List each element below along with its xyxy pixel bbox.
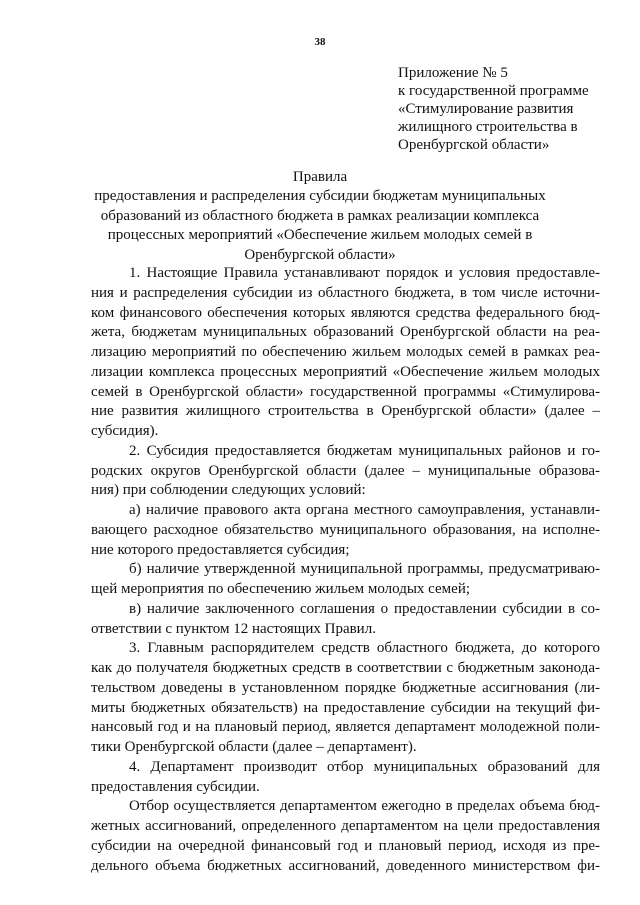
- body-line: Отбор осуществляется департаментом ежегодно в пределах объема бюд-: [129, 798, 600, 815]
- body-line: ния и распределения субсидии из областного бюджета, в том числе источни-: [91, 284, 600, 301]
- body-line: ком финансового обеспечения которых являются средства федерального бюд-: [91, 304, 600, 321]
- body-line: лизации комплекса процессных мероприятий «Обеспечение жильем молодых: [91, 363, 600, 380]
- body-line: 2. Субсидия предоставляется бюджетам муниципальных районов и го-: [129, 442, 600, 459]
- subtitle-line: процессных мероприятий «Обеспечение жильем молодых семей в: [107, 227, 533, 243]
- body-line: семей в Оренбургской области» государственной программы «Стимулирова-: [91, 383, 600, 400]
- body-line: субсидия).: [91, 423, 159, 439]
- body-line: нансовый год и на плановый период, является департамент молодежной поли-: [91, 719, 600, 736]
- appendix-line: жилищного строительства в: [398, 119, 578, 135]
- appendix-line: Оренбургской области»: [398, 137, 550, 153]
- appendix-line: Приложение № 5: [398, 65, 508, 81]
- body-line: миты бюджетных обязательств) на предоставление субсидии на текущий фи-: [91, 699, 600, 716]
- body-line: жета, бюджетам муниципальных образований Оренбургской области на реа-: [91, 324, 600, 341]
- body-line: вающего расходное обязательство муниципального образования, на исполне-: [91, 521, 600, 538]
- body-line: тики Оренбургской области (далее – департамент).: [91, 739, 417, 755]
- document-title: Правила: [292, 169, 348, 185]
- body-line: предоставления субсидии.: [91, 778, 260, 795]
- appendix-header: [398, 64, 589, 154]
- body-line: субсидии на очередной финансовый год и плановый период, исходя из пре-: [91, 837, 600, 854]
- body-line: жетных ассигнований, определенного департаментом на цели предоставления: [91, 818, 600, 834]
- body-line: ответствии с пунктом 12 настоящих Правил.: [91, 620, 376, 637]
- body-line: родских округов Оренбургской области (далее – муниципальные образова-: [91, 462, 600, 479]
- subtitle-line: Оренбургской области»: [244, 246, 396, 263]
- body-line: ние развития жилищного строительства в Оренбургской области» (далее –: [91, 403, 600, 420]
- document-subtitle: [0, 187, 640, 265]
- subtitle-line: предоставления и распределения субсидии бюджетам муниципальных: [94, 188, 546, 204]
- subtitle-line: образований из областного бюджета в рамках реализации комплекса: [100, 207, 540, 224]
- body-line: ние которого предоставляется субсидия;: [91, 541, 350, 558]
- body-line: ния) при соблюдении следующих условий:: [91, 482, 366, 499]
- appendix-line: к государственной программе: [398, 83, 589, 99]
- body-line: тельством доведены в установленном порядке бюджетные ассигнования (ли-: [91, 679, 600, 696]
- body-line: лизацию мероприятий по обеспечению жильем молодых семей в рамках реа-: [91, 344, 600, 360]
- document-body: [91, 264, 600, 876]
- appendix-line: «Стимулирование развития: [398, 101, 574, 117]
- body-line: 3. Главным распорядителем средств областного бюджета, до которого: [129, 640, 600, 657]
- body-line: а) наличие правового акта органа местного самоуправления, устанавли-: [129, 502, 600, 518]
- body-line: дельного объема бюджетных ассигнований, доведенного министерством фи-: [91, 857, 600, 874]
- page-number: 38: [314, 36, 326, 48]
- body-line: 4. Департамент производит отбор муниципальных образований для: [129, 758, 600, 775]
- body-line: б) наличие утвержденной муниципальной программы, предусматриваю-: [129, 561, 600, 578]
- body-line: как до получателя бюджетных средств в соответствии с бюджетным законода-: [91, 660, 600, 676]
- body-line: в) наличие заключенного соглашения о предоставлении субсидии в со-: [129, 600, 600, 617]
- body-line: щей мероприятия по обеспечению жильем молодых семей;: [91, 581, 471, 597]
- body-line: 1. Настоящие Правила устанавливают порядок и условия предоставле-: [129, 265, 600, 281]
